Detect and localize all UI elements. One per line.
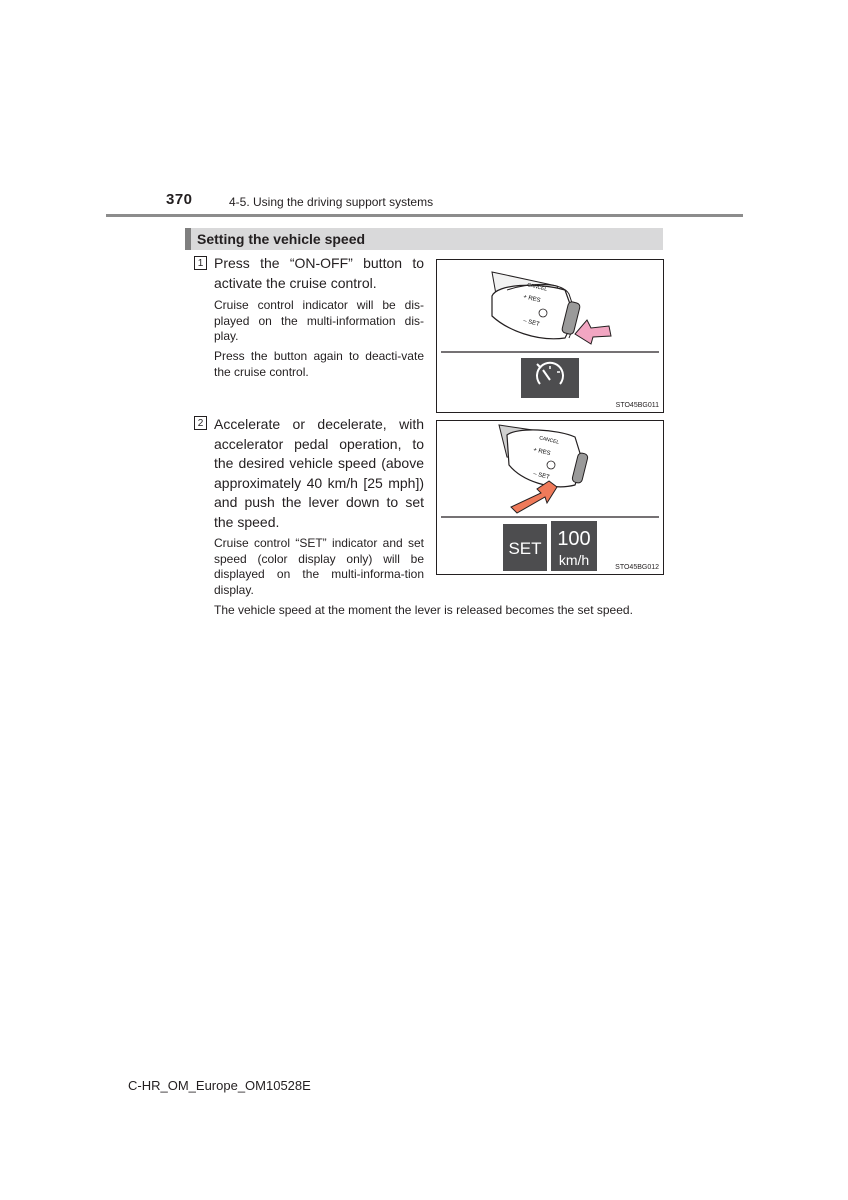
- page-number: 370: [166, 191, 193, 208]
- figure-on-off-button: [436, 259, 664, 413]
- step-2-text: Accelerate or decelerate, with accelerator pedal operation, to the desired vehicle speed (above approximately 40 km/h [25 mph]) and push the lever down to set the speed.: [214, 416, 424, 530]
- lever-illustration-2: [437, 421, 663, 574]
- lever-illustration: [437, 260, 663, 412]
- step-1-note-2: Press the button again to deacti-vate the cruise control.: [214, 349, 424, 379]
- step-2-number: 2: [194, 416, 207, 430]
- lever2-label-res: + RES: [532, 447, 551, 458]
- figure-code: STO45BG011: [615, 402, 659, 409]
- set-speed-value: 100: [557, 528, 591, 550]
- step-2-note-1: Cruise control “SET” indicator and set speed (color display only) will be displayed on the multi-informa-tion display.: [214, 536, 424, 597]
- push-down-arrow-icon: [511, 481, 557, 513]
- subsection-title: Setting the vehicle speed: [197, 231, 366, 247]
- press-arrow-icon: [575, 320, 611, 344]
- figure-code-2: STO45BG012: [615, 564, 659, 571]
- section-header: 4-5. Using the driving support systems: [229, 195, 434, 209]
- cruise-indicator-display: [521, 358, 579, 398]
- subsection-heading: [185, 228, 663, 250]
- lever-label-res: + RES: [522, 294, 541, 305]
- step-1-number: 1: [194, 256, 207, 270]
- step-2-after-note: The vehicle speed at the moment the lever is released becomes the set speed.: [214, 603, 633, 617]
- lever-label-cancel: CANCEL: [526, 282, 548, 293]
- figure-set-speed: [436, 420, 664, 575]
- set-indicator-label: SET: [508, 539, 542, 558]
- lever2-label-cancel: CANCEL: [538, 435, 560, 446]
- step-1-note-1: Cruise control indicator will be dis-played on the multi-information dis-play.: [214, 298, 424, 343]
- header-rule: [106, 214, 743, 217]
- subsection-bar: [185, 228, 191, 250]
- lever-label-set: – SET: [522, 318, 541, 328]
- step-1-text: Press the “ON-OFF” button to activate the cruise control.: [214, 255, 424, 291]
- document-footer: C-HR_OM_Europe_OM10528E: [128, 1078, 311, 1093]
- lever2-label-set: – SET: [532, 471, 551, 481]
- set-speed-unit: km/h: [558, 552, 590, 568]
